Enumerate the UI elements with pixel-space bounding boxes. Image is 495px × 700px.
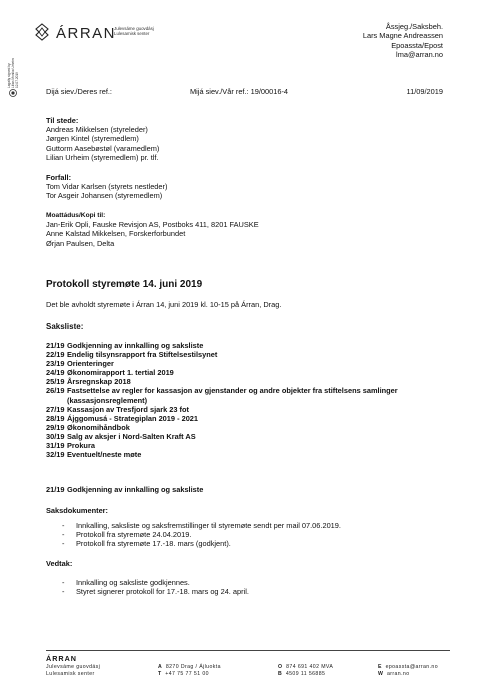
decision-text: Innkalling og saksliste godkjennes. <box>76 578 190 587</box>
footer-org-number-line <box>278 664 333 671</box>
email-address: lma@arran.no <box>396 50 443 60</box>
footer-key: O <box>278 664 283 670</box>
agenda-item <box>46 441 447 450</box>
agenda-item <box>46 450 447 459</box>
present-person: Lilian Urheim (styremedlem) pr. tlf. <box>46 152 159 162</box>
case-document-item: - Protokoll fra styremøte 24.04.2019. <box>62 530 192 540</box>
case-number: 21/19 <box>46 485 65 494</box>
case-documents-list <box>62 521 341 549</box>
signature-line-1: Lagally signed by <box>7 63 11 88</box>
agenda-item-number: 24/19 <box>46 368 65 378</box>
agenda-item-number: 28/19 <box>46 413 65 423</box>
footer-value: 8270 Drag / Ájluokta <box>165 664 221 670</box>
decision-item: - Innkalling og saksliste godkjennes. <box>62 578 190 587</box>
agenda-item-number: 21/19 <box>46 341 65 350</box>
present-person: Jørgen Kintel (styremedlem) <box>46 134 139 144</box>
case-documents-heading: Saksdokumenter: <box>46 506 109 515</box>
footer-key: W <box>378 671 384 677</box>
agenda-heading: Saksliste: <box>46 322 84 331</box>
footer-email[interactable]: epoassta@arran.no <box>385 664 439 670</box>
present-person: Guttorm Aasebøstøl (varamedlem) <box>46 143 160 153</box>
footer-address <box>158 664 221 678</box>
copy-to-heading: Moattádus/Kopi til: <box>46 212 106 219</box>
decision-item: - Styret signerer protokoll for 17.-18. mars og 24. april. <box>62 587 249 597</box>
case-handler-label: Åssjeg./Saksbeh. <box>385 22 443 31</box>
logo-subtitle-line: Lulesamisk senter <box>114 31 150 37</box>
agenda-item <box>46 359 447 368</box>
agenda-item <box>46 386 447 404</box>
footer-website-line <box>378 671 438 678</box>
agenda-item-title: Endelig tilsynsrapport fra Stiftelsestilsynet <box>67 350 218 360</box>
agenda-item-title: Prokura <box>67 441 95 451</box>
logo-subtitle-line: Julevsáme guovdásj <box>114 26 154 31</box>
footer-divider <box>46 650 450 651</box>
footer-value: +47 75 77 51 00 <box>165 671 209 677</box>
agenda-item-number: 23/19 <box>46 359 65 369</box>
meeting-intro: Det ble avholdt styremøte i Árran 14, juni 2019 kl. 10-15 på Árran, Drag. <box>46 300 282 309</box>
agenda-item-title: Godkjenning av innkalling og saksliste <box>67 341 204 350</box>
agenda-item-number: 26/19 <box>46 386 65 396</box>
footer-email-line <box>378 664 438 671</box>
present-heading: Til stede: <box>46 116 79 125</box>
agenda-item-number: 25/19 <box>46 377 65 387</box>
email-label: Epoassta/Epost <box>391 40 443 50</box>
footer-key: E <box>378 664 382 670</box>
decision-list <box>62 578 249 596</box>
copy-to-section <box>46 211 259 248</box>
absent-heading: Forfall: <box>46 173 72 182</box>
agenda-item <box>46 368 447 377</box>
signature-line-2: Lilian Monika Urheim <box>11 58 15 88</box>
our-reference: Mijá siev./Vår ref.: 19/00016-4 <box>190 87 289 96</box>
copy-recipient: Anne Kalstad Mikkelsen, Forskerforbundet <box>46 229 186 239</box>
agenda-list <box>46 341 447 459</box>
case-document-text: Protokoll fra styremøte 17.-18. mars (godkjent). <box>76 539 231 549</box>
agenda-item-title: Økonomirapport 1. tertial 2019 <box>67 368 174 378</box>
footer-org-name: ÁRRAN <box>46 654 77 663</box>
agenda-item <box>46 432 447 441</box>
case-handler-block <box>363 22 443 60</box>
absent-person: Tor Asgeir Johansen (styremedlem) <box>46 191 163 201</box>
footer-web <box>378 664 438 678</box>
footer-value: 4509 11 56885 <box>285 671 326 677</box>
agenda-item <box>46 377 447 386</box>
absent-section <box>46 173 167 201</box>
case-document-text: Innkalling, saksliste og saksfremstillinger til styremøte sendt per mail 07.06.2019. <box>76 521 341 530</box>
agenda-item-number: 29/19 <box>46 422 65 432</box>
signature-text <box>7 28 19 88</box>
agenda-item-title: Salg av aksjer i Nord-Salten Kraft AS <box>67 431 196 441</box>
agenda-item-number: 32/19 <box>46 450 65 460</box>
footer-key: T <box>158 671 162 677</box>
logo-subtitle <box>114 26 154 37</box>
footer-ids <box>278 664 333 678</box>
agenda-item <box>46 350 447 359</box>
case-title: Godkjenning av innkalling og saksliste <box>67 485 204 494</box>
footer-address-line <box>158 664 221 671</box>
agenda-item-number: 30/19 <box>46 431 65 441</box>
case-document-item: - Innkalling, saksliste og saksfremstillinger til styremøte sendt per mail 07.06.2019. <box>62 521 341 530</box>
case-document-text: Protokoll fra styremøte 24.04.2019. <box>76 530 192 540</box>
case-document-item: - Protokoll fra styremøte 17.-18. mars (godkjent). <box>62 539 231 549</box>
copy-recipient: Ørjan Paulsen, Delta <box>46 238 115 248</box>
case-heading <box>46 485 203 494</box>
footer-org-line: Lulesamisk senter <box>46 671 95 677</box>
case-handler-name: Lars Magne Andreassen <box>362 31 443 41</box>
agenda-item-title: Orienteringer <box>67 359 114 369</box>
absent-person: Tom Vidar Karlsen (styrets nestleder) <box>46 182 168 192</box>
agenda-item-title: Kassasjon av Tresfjord sjark 23 fot <box>67 404 189 414</box>
agenda-item-number: 22/19 <box>46 350 65 360</box>
document-title: Protokoll styremøte 14. juni 2019 <box>46 279 203 290</box>
agenda-item-title: Eventuelt/neste møte <box>67 450 142 460</box>
decision-heading: Vedtak: <box>46 559 73 568</box>
footer-key: A <box>158 664 163 670</box>
present-section <box>46 116 159 162</box>
footer-value: 874 691 402 MVA <box>286 664 334 670</box>
decision-text: Styret signerer protokoll for 17.-18. mars og 24. april. <box>76 587 249 597</box>
agenda-item <box>46 405 447 414</box>
arran-logo-icon <box>33 23 51 41</box>
signature-line-3: 12.07.2019 <box>15 72 19 88</box>
footer-org-subtitle <box>46 664 100 678</box>
footer-org-line: Julevsáme guovdásj <box>46 664 101 670</box>
agenda-item <box>46 341 447 350</box>
present-person: Andreas Mikkelsen (styreleder) <box>46 125 148 135</box>
agenda-item-title: Ájggomusá - Strategiplan 2019 - 2021 <box>67 413 199 423</box>
agenda-item-number: 27/19 <box>46 404 65 414</box>
your-reference: Dijá siev./Deres ref.: <box>46 87 112 96</box>
agenda-item <box>46 414 447 423</box>
seal-icon <box>9 84 17 92</box>
logo-wordmark: ÁRRAN <box>56 25 117 42</box>
copy-recipient: Jan-Erik Opli, Fauske Revisjon AS, Postboks 411, 8201 FAUSKE <box>46 220 259 230</box>
footer-key: B <box>278 671 283 677</box>
footer-website[interactable]: arran.no <box>386 671 410 677</box>
footer-phone-line <box>158 671 221 678</box>
agenda-item-title: Årsregnskap 2018 <box>67 377 131 387</box>
agenda-item-title: Økonomihåndbok <box>67 422 130 432</box>
agenda-item-title: Fastsettelse av regler for kassasjon av gjenstander og andre objekter fra stiftelsens samlinger (kassasjonsreglement) <box>67 386 398 405</box>
footer-bank-line <box>278 671 333 678</box>
agenda-item-number: 31/19 <box>46 441 65 451</box>
document-date: 11/09/2019 <box>406 87 443 96</box>
agenda-item <box>46 423 447 432</box>
